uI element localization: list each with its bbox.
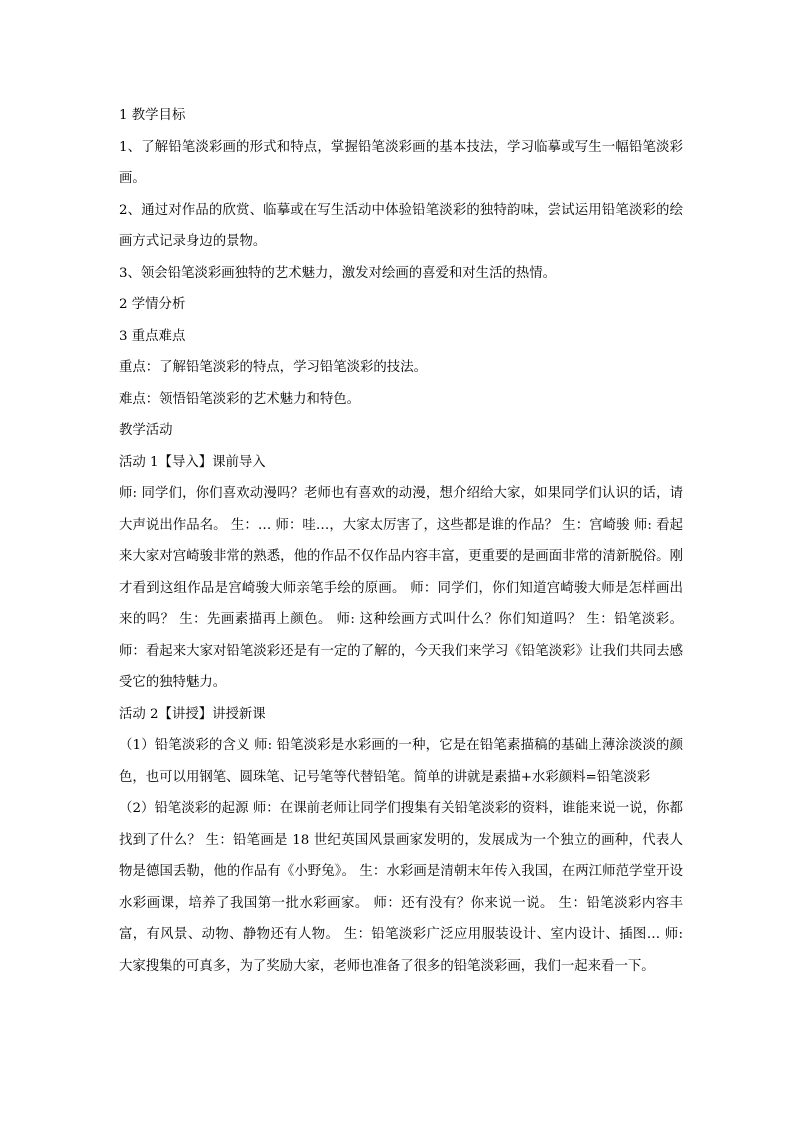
document-body bbox=[119, 100, 683, 982]
heading-teaching-goals: 1 教学目标 bbox=[119, 108, 186, 123]
activity-1-title: 活动 1【导入】课前导入 bbox=[119, 454, 266, 470]
goal-item-1: 1、了解铅笔淡彩画的形式和特点，掌握铅笔淡彩画的基本技法，学习临摹或写生一幅铅笔淡彩画。 bbox=[119, 139, 683, 186]
activity-1-body: 师: 同学们，你们喜欢动漫吗？老师也有喜欢的动漫，想介绍给大家，如果同学们认识的话，请大声说出作品名。 生：… 师：哇…，大家太厉害了，这些都是谁的作品？ 生：宫崎骏 师: 看起来大家对宫崎骏非常的熟悉，他的作品不仅作品内容丰富，更重要的是画面非常的清新脱俗。刚才看到这组作品是宫崎骏大师亲笔手绘的原画。 师：同学们，你们知道宫崎骏大师是怎样画出来的吗？ 生：先画素描再上颜色。 师: 这种绘画方式叫什么？你们知道吗？ 生：铅笔淡彩。 师：看起来大家对铅笔淡彩还是有一定的了解的，今天我们来学习《铅笔淡彩》让我们共同去感受它的独特魅力。 bbox=[119, 486, 683, 690]
activity-2-title: 活动 2【讲授】讲授新课 bbox=[119, 706, 266, 722]
heading-teaching-activities: 教学活动 bbox=[119, 423, 173, 438]
heading-student-analysis: 2 学情分析 bbox=[119, 297, 186, 312]
activity-2-part-1: （1）铅笔淡彩的含义 师: 铅笔淡彩是水彩画的一种，它是在铅笔素描稿的基础上薄涂淡淡的颜色，也可以用钢笔、圆珠笔、记号笔等代替铅笔。简单的讲就是素描+水彩颜料=铅笔淡彩 bbox=[119, 738, 683, 785]
difficult-point: 难点：领悟铅笔淡彩的艺术魅力和特色。 bbox=[119, 391, 361, 407]
activity-2-part-2: （2）铅笔淡彩的起源 师：在课前老师让同学们搜集有关铅笔淡彩的资料，谁能来说一说，你都找到了什么？ 生：铅笔画是 18 世纪英国风景画家发明的，发展成为一个独立的画种，代表人物是德国丢勒，他的作品有《小野兔》。 生：水彩画是清朝末年传入我国，在两江师范学堂开设水彩画课，培养了我国第一批水彩画家。 师：还有没有？你来说一说。 生：铅笔淡彩内容丰富，有风景、动物、静物还有人物。 生：铅笔淡彩广泛应用服装设计、室内设计、插图… 师: 大家搜集的可真多，为了奖励大家，老师也准备了很多的铅笔淡彩画，我们一起来看一下。 bbox=[119, 801, 683, 974]
key-point: 重点：了解铅笔淡彩的特点，学习铅笔淡彩的技法。 bbox=[119, 360, 427, 375]
goal-item-3: 3、领会铅笔淡彩画独特的艺术魅力，激发对绘画的喜爱和对生活的热情。 bbox=[119, 265, 557, 281]
heading-key-difficulties: 3 重点难点 bbox=[119, 328, 186, 344]
goal-item-2: 2、通过对作品的欣赏、临摹或在写生活动中体验铅笔淡彩的独特韵味，尝试运用铅笔淡彩的绘画方式记录身边的景物。 bbox=[119, 202, 683, 249]
